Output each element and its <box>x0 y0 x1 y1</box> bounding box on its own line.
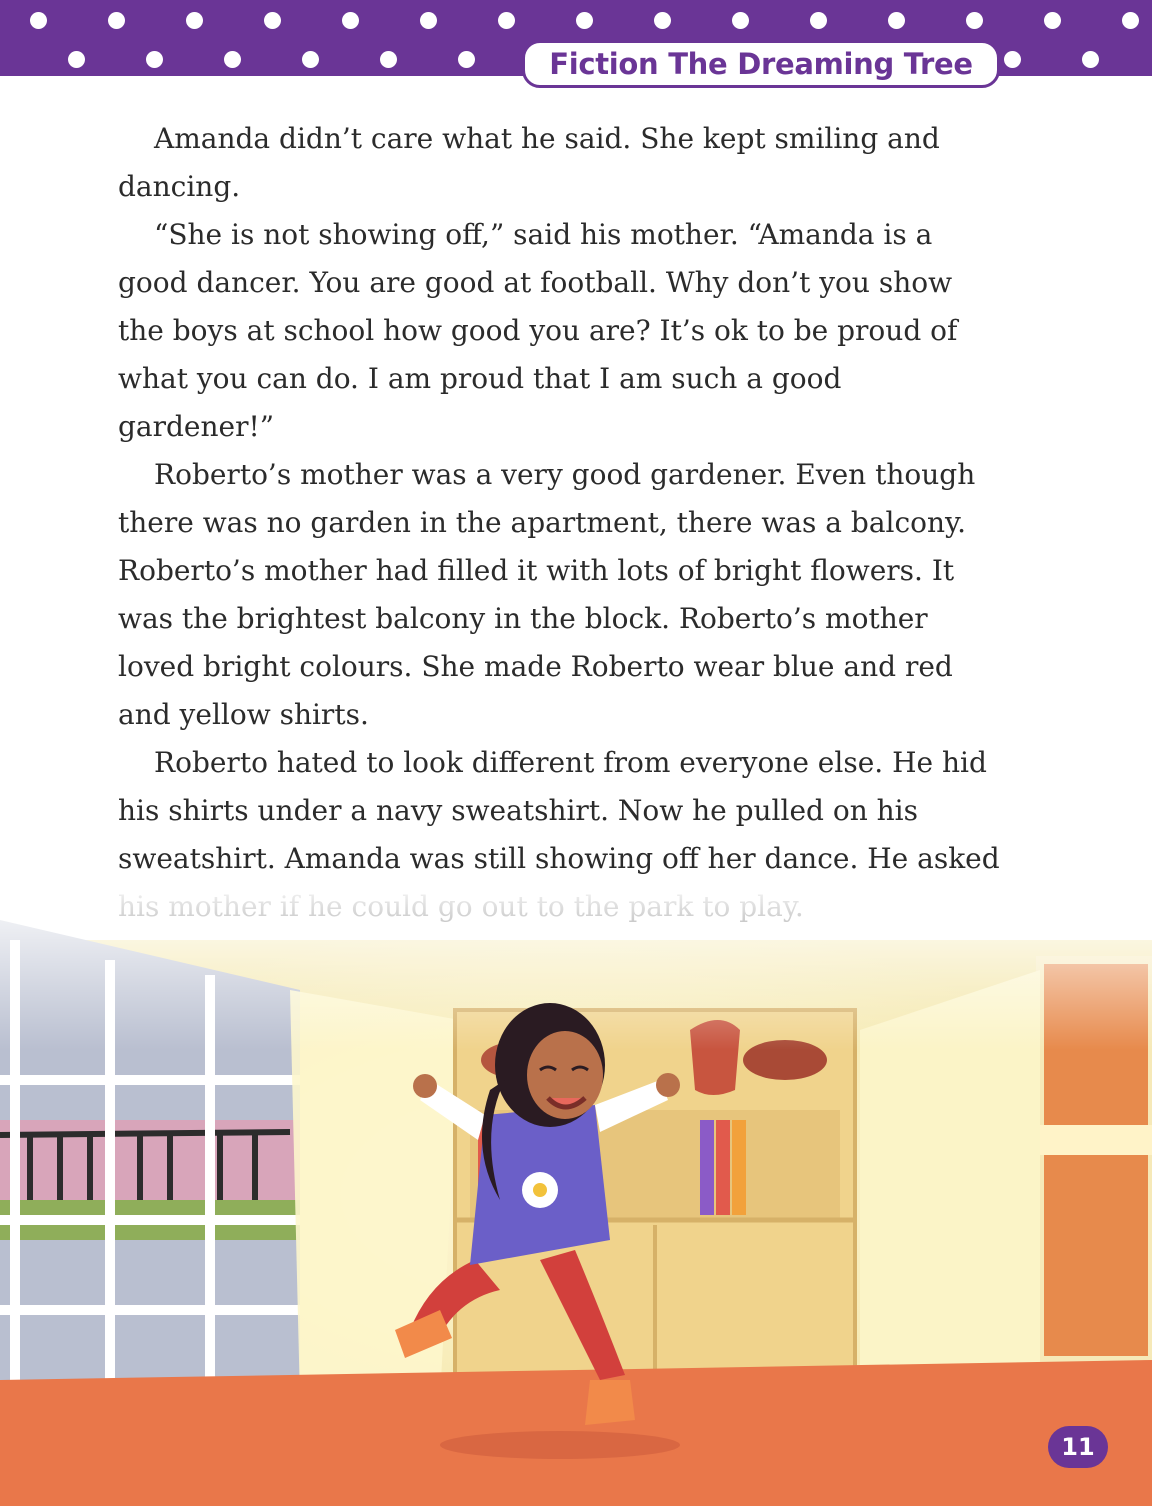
text-line: good dancer. You are good at football. Why don’t you show <box>118 266 953 299</box>
text-line: Roberto hated to look different from everyone else. He hid <box>154 746 987 779</box>
polka-dot <box>108 12 125 29</box>
text-line: was the brightest balcony in the block. Roberto’s mother <box>118 602 928 635</box>
paragraph <box>118 211 1018 451</box>
polka-dot <box>380 51 397 68</box>
polka-dot <box>68 51 85 68</box>
polka-dot <box>498 12 515 29</box>
polka-dot <box>1122 12 1139 29</box>
polka-dot <box>146 51 163 68</box>
polka-dot <box>224 51 241 68</box>
page-number: 11 <box>1048 1426 1108 1468</box>
text-line: Roberto’s mother was a very good gardener. Even though <box>154 458 976 491</box>
text-line: Amanda didn’t care what he said. She kept smiling and <box>154 122 940 155</box>
text-line: the boys at school how good you are? It’s ok to be proud of <box>118 314 958 347</box>
text-line: dancing. <box>118 170 241 203</box>
text-line: his shirts under a navy sweatshirt. Now he pulled on his <box>118 794 919 827</box>
polka-dot <box>458 51 475 68</box>
polka-dot <box>1044 12 1061 29</box>
dancing-girl-illustration <box>0 880 1152 1506</box>
text-line: loved bright colours. She made Roberto wear blue and red <box>118 650 953 683</box>
polka-dot <box>576 12 593 29</box>
text-line: “She is not showing off,” said his mother. “Amanda is a <box>154 218 933 251</box>
text-line: there was no garden in the apartment, there was a balcony. <box>118 506 967 539</box>
polka-dot <box>186 12 203 29</box>
polka-dot <box>888 12 905 29</box>
polka-dot <box>420 12 437 29</box>
polka-dot <box>1082 51 1099 68</box>
polka-dot <box>654 12 671 29</box>
text-line: Roberto’s mother had filled it with lots of bright flowers. It <box>118 554 955 587</box>
polka-dot <box>732 12 749 29</box>
text-line: what you can do. I am proud that I am such a good <box>118 362 842 395</box>
page-title: Fiction The Dreaming Tree <box>522 40 1000 88</box>
polka-dot <box>30 12 47 29</box>
flower-icon <box>522 1172 558 1208</box>
text-line: sweatshirt. Amanda was still showing off her dance. He asked <box>118 842 1000 875</box>
paragraph <box>118 115 1018 211</box>
polka-dot <box>810 12 827 29</box>
story-text <box>118 115 1018 931</box>
polka-dot <box>966 12 983 29</box>
polka-dot <box>264 12 281 29</box>
polka-dot <box>342 12 359 29</box>
text-line: gardener!” <box>118 410 275 443</box>
text-line: and yellow shirts. <box>118 698 369 731</box>
polka-dot <box>1004 51 1021 68</box>
polka-dot <box>302 51 319 68</box>
paragraph <box>118 451 1018 739</box>
